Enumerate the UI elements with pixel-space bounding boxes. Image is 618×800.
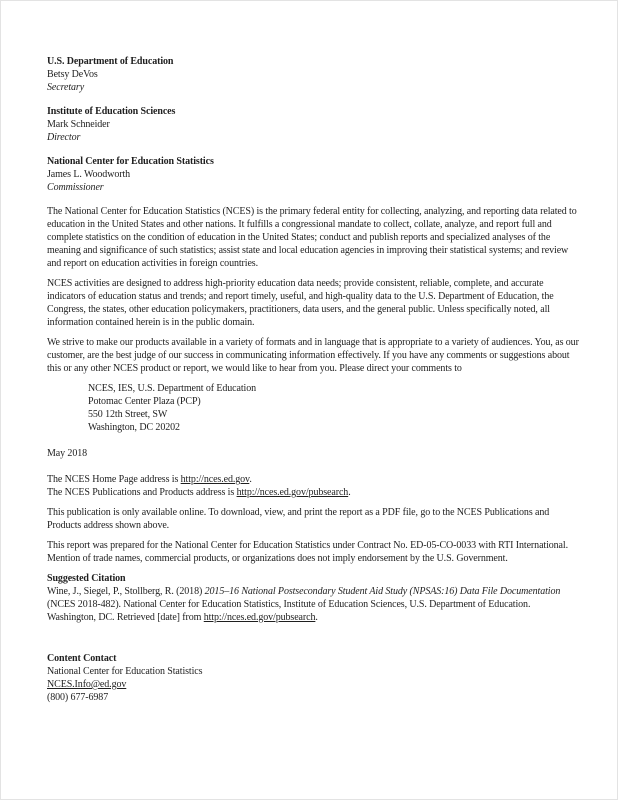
contact-phone: (800) 677-6987 [47, 692, 109, 703]
nces-links [47, 473, 580, 499]
org-name: Institute of Education Sciences [47, 106, 176, 117]
org-name: U.S. Department of Education [47, 56, 174, 67]
nces-pubsearch-link[interactable]: http://nces.ed.gov/pubsearch [236, 487, 349, 498]
citation-suffix: . [315, 612, 318, 623]
official-title: Director [47, 132, 81, 143]
org-name: National Center for Education Statistics [47, 156, 214, 167]
official-name: James L. Woodworth [47, 169, 131, 180]
citation-text [47, 585, 580, 624]
official-name: Betsy DeVos [47, 69, 98, 80]
pubsearch-suffix: . [348, 487, 351, 498]
contact-org: National Center for Education Statistics [47, 666, 203, 677]
masthead-group-ies [47, 105, 580, 144]
citation-middle: (NCES 2018-482). National Center for Education Statistics, Institute of Education Sciences, U.S. Department of Education. Washington, DC. Retrieved [date] from [47, 599, 531, 623]
contact-email-link[interactable]: NCES.Info@ed.gov [47, 679, 127, 690]
home-page-line [47, 473, 580, 486]
paragraph-contract: This report was prepared for the National Center for Education Statistics under Contract No. ED-05-CO-0033 with RTI International. Mention of trade names, commercial products, or organizations does not imply endorsement by the U.S. Government. [47, 540, 568, 564]
publication-date: May 2018 [47, 448, 88, 459]
address-line: Washington, DC 20202 [88, 422, 180, 433]
citation-report-title: 2015–16 National Postsecondary Student Aid Study (NPSAS:16) Data File Documentation [204, 586, 561, 597]
home-page-prefix: The NCES Home Page address is [47, 474, 181, 485]
address-line: NCES, IES, U.S. Department of Education [88, 383, 257, 394]
suggested-citation-heading: Suggested Citation [47, 573, 126, 584]
address-line: 550 12th Street, SW [88, 409, 168, 420]
pubsearch-prefix: The NCES Publications and Products address is [47, 487, 237, 498]
paragraph-nces-mission: The National Center for Education Statistics (NCES) is the primary federal entity for collecting, analyzing, and reporting data related to education in the United States and other nations. It fulfills a congressional mandate to collect, collate, analyze, and report full and complete statistics on the condition of education in the United States; conduct and publish reports and specialized analyses of the meaning and significance of such statistics; assist state and local education agencies in improving their statistical systems; and review and report on education activities in foreign countries. [47, 206, 577, 269]
masthead [47, 55, 580, 194]
contact-email-line [47, 678, 580, 691]
pubsearch-line [47, 486, 580, 499]
home-page-suffix: . [249, 474, 252, 485]
nces-home-link[interactable]: http://nces.ed.gov [180, 474, 250, 485]
official-title: Commissioner [47, 182, 104, 193]
paragraph-nces-activities: NCES activities are designed to address high-priority education data needs; provide consistent, reliable, complete, and accurate indicators of education status and trends; and report timely, useful, and high-quality data to the U.S. Department of Education, the Congress, the states, other education policymakers, practitioners, data users, and the general public. Unless specifically noted, all information contained herein is in the public domain. [47, 278, 554, 328]
citation-pubsearch-link[interactable]: http://nces.ed.gov/pubsearch [203, 612, 316, 623]
official-title: Secretary [47, 82, 85, 93]
content-contact-section [47, 652, 580, 704]
address-line: Potomac Center Plaza (PCP) [88, 396, 201, 407]
masthead-group-nces [47, 155, 580, 194]
paragraph-feedback: We strive to make our products available in a variety of formats and in language that is appropriate to a variety of audiences. You, as our customer, are the best judge of our success in communicating information effectively. If you have any comments or suggestions about this or any other NCES product or report, we would like to hear from you. Please direct your comments to [47, 337, 579, 374]
official-name: Mark Schneider [47, 119, 110, 130]
address-block [88, 382, 580, 434]
content-contact-heading: Content Contact [47, 653, 117, 664]
masthead-group-doe [47, 55, 580, 94]
citation-authors: Wine, J., Siegel, P., Stollberg, R. (2018) [47, 586, 205, 597]
paragraph-online-only: This publication is only available online. To download, view, and print the report as a PDF file, go to the NCES Publications and Products address shown above. [47, 507, 550, 531]
suggested-citation-section [47, 572, 580, 624]
